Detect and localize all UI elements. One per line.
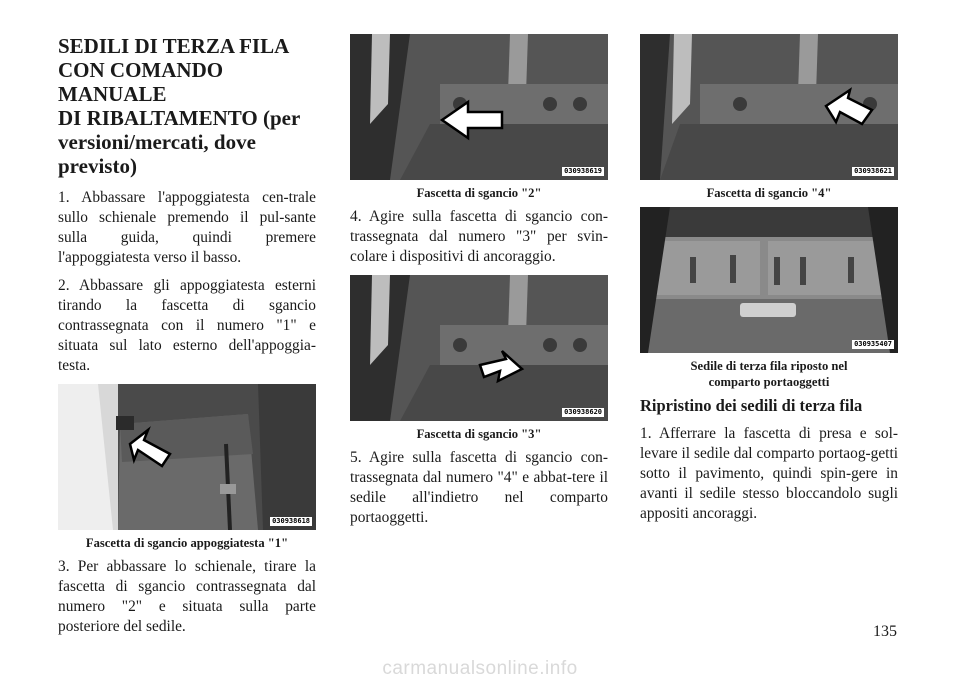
figure-code: 030938620 xyxy=(564,408,602,416)
step-3: 3. Per abbassare lo schienale, tirare la fascetta di sgancio contrassegnata dal numero "2" e situata sulla parte posteriore del sedile. xyxy=(58,558,316,635)
section-heading: SEDILI DI TERZA FILA CON COMANDO MANUALE DI RIBALTAMENTO (per versioni/mercati, dove previsto) xyxy=(58,34,301,178)
figure-caption: Fascetta di sgancio "3" xyxy=(416,427,542,441)
restore-heading: Ripristino dei sedili di terza fila xyxy=(640,396,863,415)
figure-strap-2 xyxy=(350,34,608,180)
figure-code: 030938618 xyxy=(272,517,310,525)
figure-caption: Sedile di terza fila riposto nel comparto portaoggetti xyxy=(690,359,848,389)
step-1: 1. Abbassare l'appoggiatesta cen-trale sullo schienale premendo il pul-sante sulla guida, quindi premere l'appoggiatesta verso il basso. xyxy=(58,189,316,266)
column-left xyxy=(58,34,316,645)
watermark: carmanualsonline.info xyxy=(382,658,578,679)
column-middle xyxy=(350,34,608,536)
figure-stowed-seat xyxy=(640,207,898,353)
step-4: 4. Agire sulla fascetta di sgancio con-trassegnata dal numero "3" per svin-colare i dispositivi di ancoraggio. xyxy=(350,208,608,265)
figure-caption: Fascetta di sgancio "4" xyxy=(706,186,832,200)
page-number: 135 xyxy=(873,623,897,640)
column-right xyxy=(640,34,898,532)
figure-caption: Fascetta di sgancio "2" xyxy=(416,186,542,200)
figure-code: 030938619 xyxy=(564,167,602,175)
step-5: 5. Agire sulla fascetta di sgancio con-trassegnata dal numero "4" e abbat-tere il sedile all'indietro nel comparto portaoggetti. xyxy=(350,449,608,526)
figure-caption: Fascetta di sgancio appoggiatesta "1" xyxy=(85,536,289,550)
figure-strap-4 xyxy=(640,34,898,180)
step-2: 2. Abbassare gli appoggiatesta esterni tirando la fascetta di sgancio contrassegnata con il numero "1" e situata sul lato esterno dell'appoggia-testa. xyxy=(58,277,316,374)
figure-code: 030938621 xyxy=(854,167,892,175)
figure-headrest-strap xyxy=(58,384,316,530)
restore-step-1: 1. Afferrare la fascetta di presa e sol-levare il sedile dal comparto portaog-getti sotto il pavimento, quindi spin-gere in avanti il sedile stesso bloccandolo sugli appositi ancoraggi. xyxy=(640,425,898,522)
figure-strap-3 xyxy=(350,275,608,421)
figure-code: 030935407 xyxy=(854,340,892,348)
